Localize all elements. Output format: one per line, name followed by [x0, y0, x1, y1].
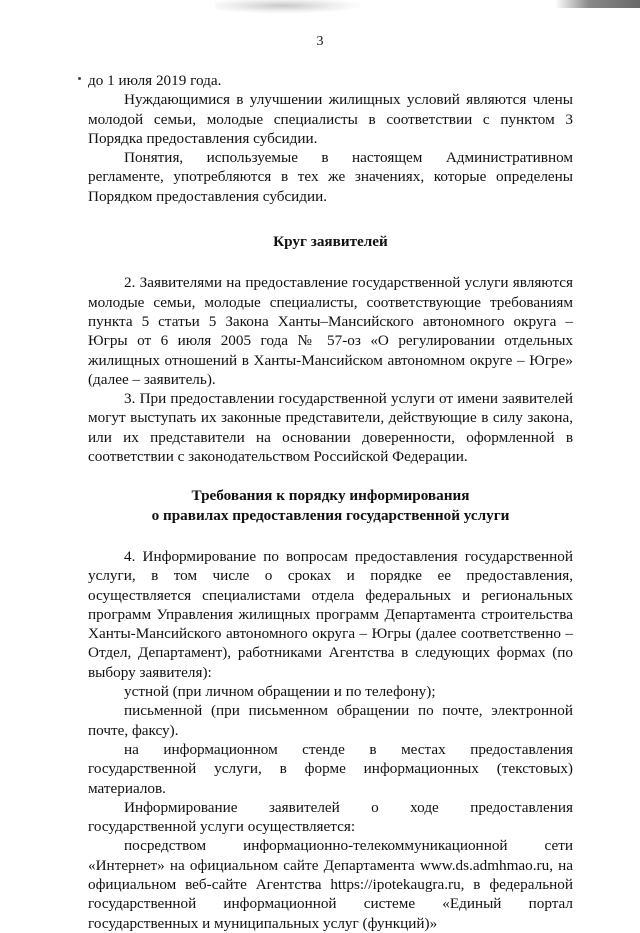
paragraph-clause-3: 3. При предоставлении государственной услуги от имени заявителей могут выступать их законные представители, действующие в силу закона, или их представители на основании доверенности, оформленной в соответствии с законодательством Российской Федерации.: [88, 390, 573, 466]
scan-dot: [78, 77, 81, 80]
section-heading-applicants: Круг заявителей: [273, 233, 388, 251]
paragraph: Понятия, используемые в настоящем Административном регламенте, употребляются в тех же значениях, которые определены Порядком предоставления субсидии.: [88, 149, 573, 205]
page-number: 3: [316, 34, 324, 49]
scan-artifact: [215, 0, 365, 14]
paragraph: Информирование заявителей о ходе предоставления государственной услуги осуществляется:: [88, 798, 573, 836]
paragraph: письменной (при письменном обращении по почте, электронной почте, факсу).: [88, 702, 573, 739]
section-heading-line: Требования к порядку информирования: [191, 487, 470, 505]
paragraph-clause-2: 2. Заявителями на предоставление государственной услуги являются молодые семьи, молодые специалисты, соответствующие требованиям пункта 5 статьи 5 Закона Ханты–Мансийского автономного округа – Югры от 6 июля 2005 года № 57-оз «О регулировании отдельных жилищных отношений в Ханты-Мансийском автономном округе – Югре» (далее – заявитель).: [88, 274, 573, 388]
document-body: [88, 71, 573, 933]
paragraph-continuation: до 1 июля 2019 года.: [88, 72, 222, 89]
paragraph: Нуждающимися в улучшении жилищных условий являются члены молодой семьи, молодые специалисты в соответствии с пунктом 3 Порядка предоставления субсидии.: [88, 91, 573, 147]
paragraph-clause-4: 4. Информирование по вопросам предоставления государственной услуги, в том числе о сроках и порядке ее предоставления, осуществляется специалистами отдела федеральных и региональных программ Управления жилищных программ Департамента строительства Ханты-Мансийского автономного округа – Югры (далее соответственно – Отдел, Департамент), работниками Агентства в следующих формах (по выбору заявителя):: [88, 547, 573, 681]
paragraph: устной (при личном обращении и по телефону);: [124, 683, 436, 701]
section-heading-line: о правилах предоставления государственной услуги: [151, 506, 510, 524]
section-heading-informing: [88, 486, 573, 525]
scan-artifact-edge: [555, 0, 640, 8]
paragraph: посредством информационно-телекоммуникационной сети «Интернет» на официальном сайте Департамента www.ds.admhmao.ru, на официальном веб-сайте Агентства https://ipotekaugra.ru, в федеральной государственной информационной системе «Единый портал государственных и муниципальных услуг (функций)»: [88, 837, 573, 932]
paragraph: на информационном стенде в местах предоставления государственной услуги, в форме информационных (текстовых) материалов.: [88, 740, 573, 797]
